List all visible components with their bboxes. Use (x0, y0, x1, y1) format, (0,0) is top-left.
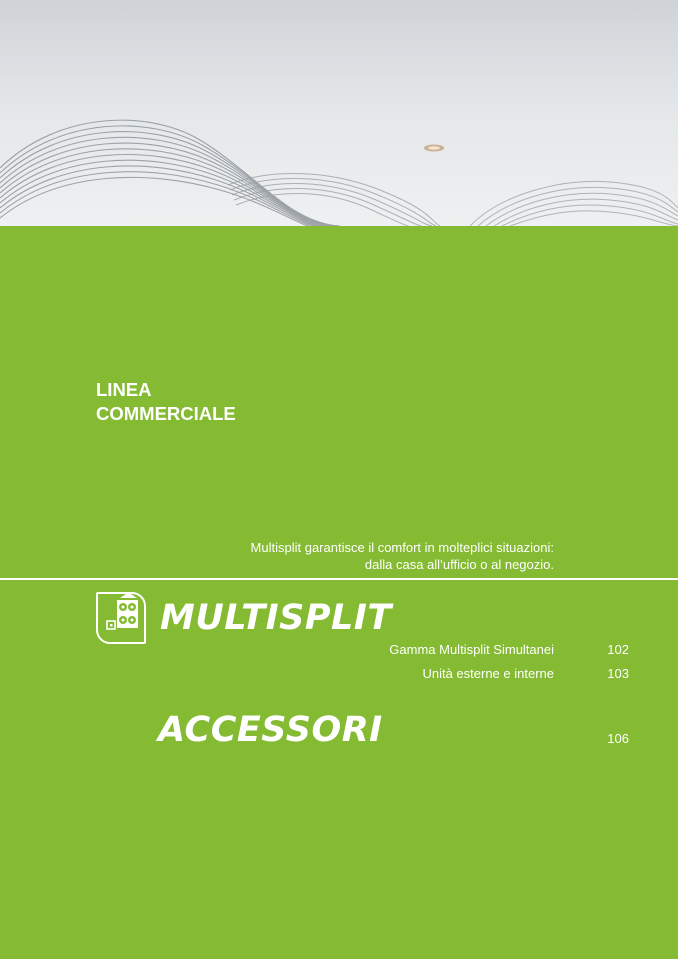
section-title-line2: COMMERCIALE (96, 403, 236, 424)
multisplit-heading: MULTISPLIT (160, 598, 392, 638)
toc-item-unita-page[interactable]: 103 (607, 666, 629, 681)
section-title (96, 378, 236, 426)
tagline (154, 539, 554, 573)
section-title-line1: LINEA (96, 379, 152, 400)
hero-photo (0, 0, 678, 226)
toc-item-gamma-page[interactable]: 102 (607, 642, 629, 657)
tagline-line2: dalla casa all’ufficio o al negozio. (364, 557, 554, 572)
tagline-line1: Multisplit garantisce il comfort in molteplici situazioni: (250, 540, 554, 555)
toc-item-unita-label[interactable]: Unità esterne e interne (422, 666, 554, 681)
ceiling-wave-graphic (0, 0, 678, 226)
accessori-heading: ACCESSORI (158, 710, 383, 750)
toc-item-accessori-page[interactable]: 106 (607, 731, 629, 746)
toc-item-gamma-label[interactable]: Gamma Multisplit Simultanei (389, 642, 554, 657)
outdoor-unit-icon (96, 592, 146, 644)
divider-line (0, 578, 678, 580)
